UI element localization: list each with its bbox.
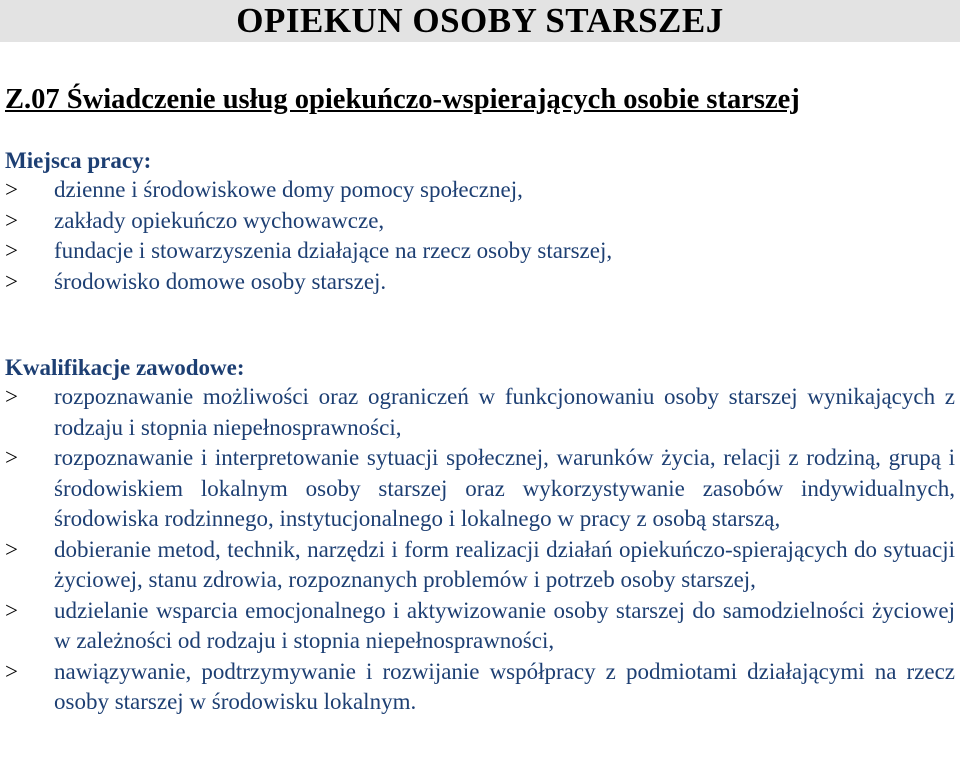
bullet-marker: > — [5, 597, 18, 623]
page-title: OPIEKUN OSOBY STARSZEJ — [236, 1, 724, 40]
list-item — [5, 236, 955, 267]
list-item — [5, 175, 955, 206]
list-item — [5, 206, 955, 237]
list-item-text: nawiązywanie, podtrzymywanie i rozwijanie współpracy z podmiotami działającymi na rzecz osoby starszej w środowisku lokalnym. — [54, 658, 955, 714]
list-item — [5, 535, 955, 596]
list-item-text: udzielanie wsparcia emocjonalnego i aktywizowanie osoby starszej do samodzielności życiowej w zależności od rodzaju i stopnia niepełnosprawności, — [54, 597, 955, 653]
bullet-marker: > — [5, 177, 18, 202]
title-bar — [0, 0, 960, 42]
bullet-marker: > — [5, 536, 18, 562]
qualification-subtitle: Z.07 Świadczenie usług opiekuńczo-wspierających osobie starszej — [5, 84, 800, 115]
workplaces-list — [5, 175, 955, 297]
list-item-text: rozpoznawanie możliwości oraz ograniczeń w funkcjonowaniu osoby starszej wynikających z rodzaju i stopnia niepełnosprawności, — [54, 384, 955, 440]
list-item — [5, 382, 955, 443]
bullet-marker: > — [5, 268, 18, 294]
bullet-marker: > — [5, 207, 18, 233]
bullet-marker: > — [5, 445, 18, 470]
list-item — [5, 267, 955, 298]
bullet-marker: > — [5, 384, 18, 409]
bullet-marker: > — [5, 658, 18, 684]
list-item-text: fundacje i stowarzyszenia działające na rzecz osoby starszej, — [54, 238, 613, 263]
list-item-text: środowisko domowe osoby starszej. — [54, 268, 387, 294]
qualifications-list — [5, 382, 955, 718]
list-item — [5, 443, 955, 535]
qualifications-heading: Kwalifikacje zawodowe: — [5, 355, 245, 380]
list-item-text: rozpoznawanie i interpretowanie sytuacji społecznej, warunków życia, relacji z rodziną, grupą i środowiskiem lokalnym osoby starszej oraz wykorzystywanie zasobów indywidualnych, środowiska rodzinnego, instytucjonalnego i lokalnego w pracy z osobą starszą, — [54, 445, 955, 531]
list-item — [5, 657, 955, 718]
workplaces-heading: Miejsca pracy: — [5, 148, 152, 173]
list-item-text: zakłady opiekuńczo wychowawcze, — [54, 207, 385, 233]
list-item-text: dzienne i środowiskowe domy pomocy społecznej, — [54, 177, 523, 202]
bullet-marker: > — [5, 238, 18, 263]
list-item-text: dobieranie metod, technik, narzędzi i form realizacji działań opiekuńczo-spierających do sytuacji życiowej, stanu zdrowia, rozpoznanych problemów i potrzeb osoby starszej, — [54, 536, 955, 592]
list-item — [5, 596, 955, 657]
